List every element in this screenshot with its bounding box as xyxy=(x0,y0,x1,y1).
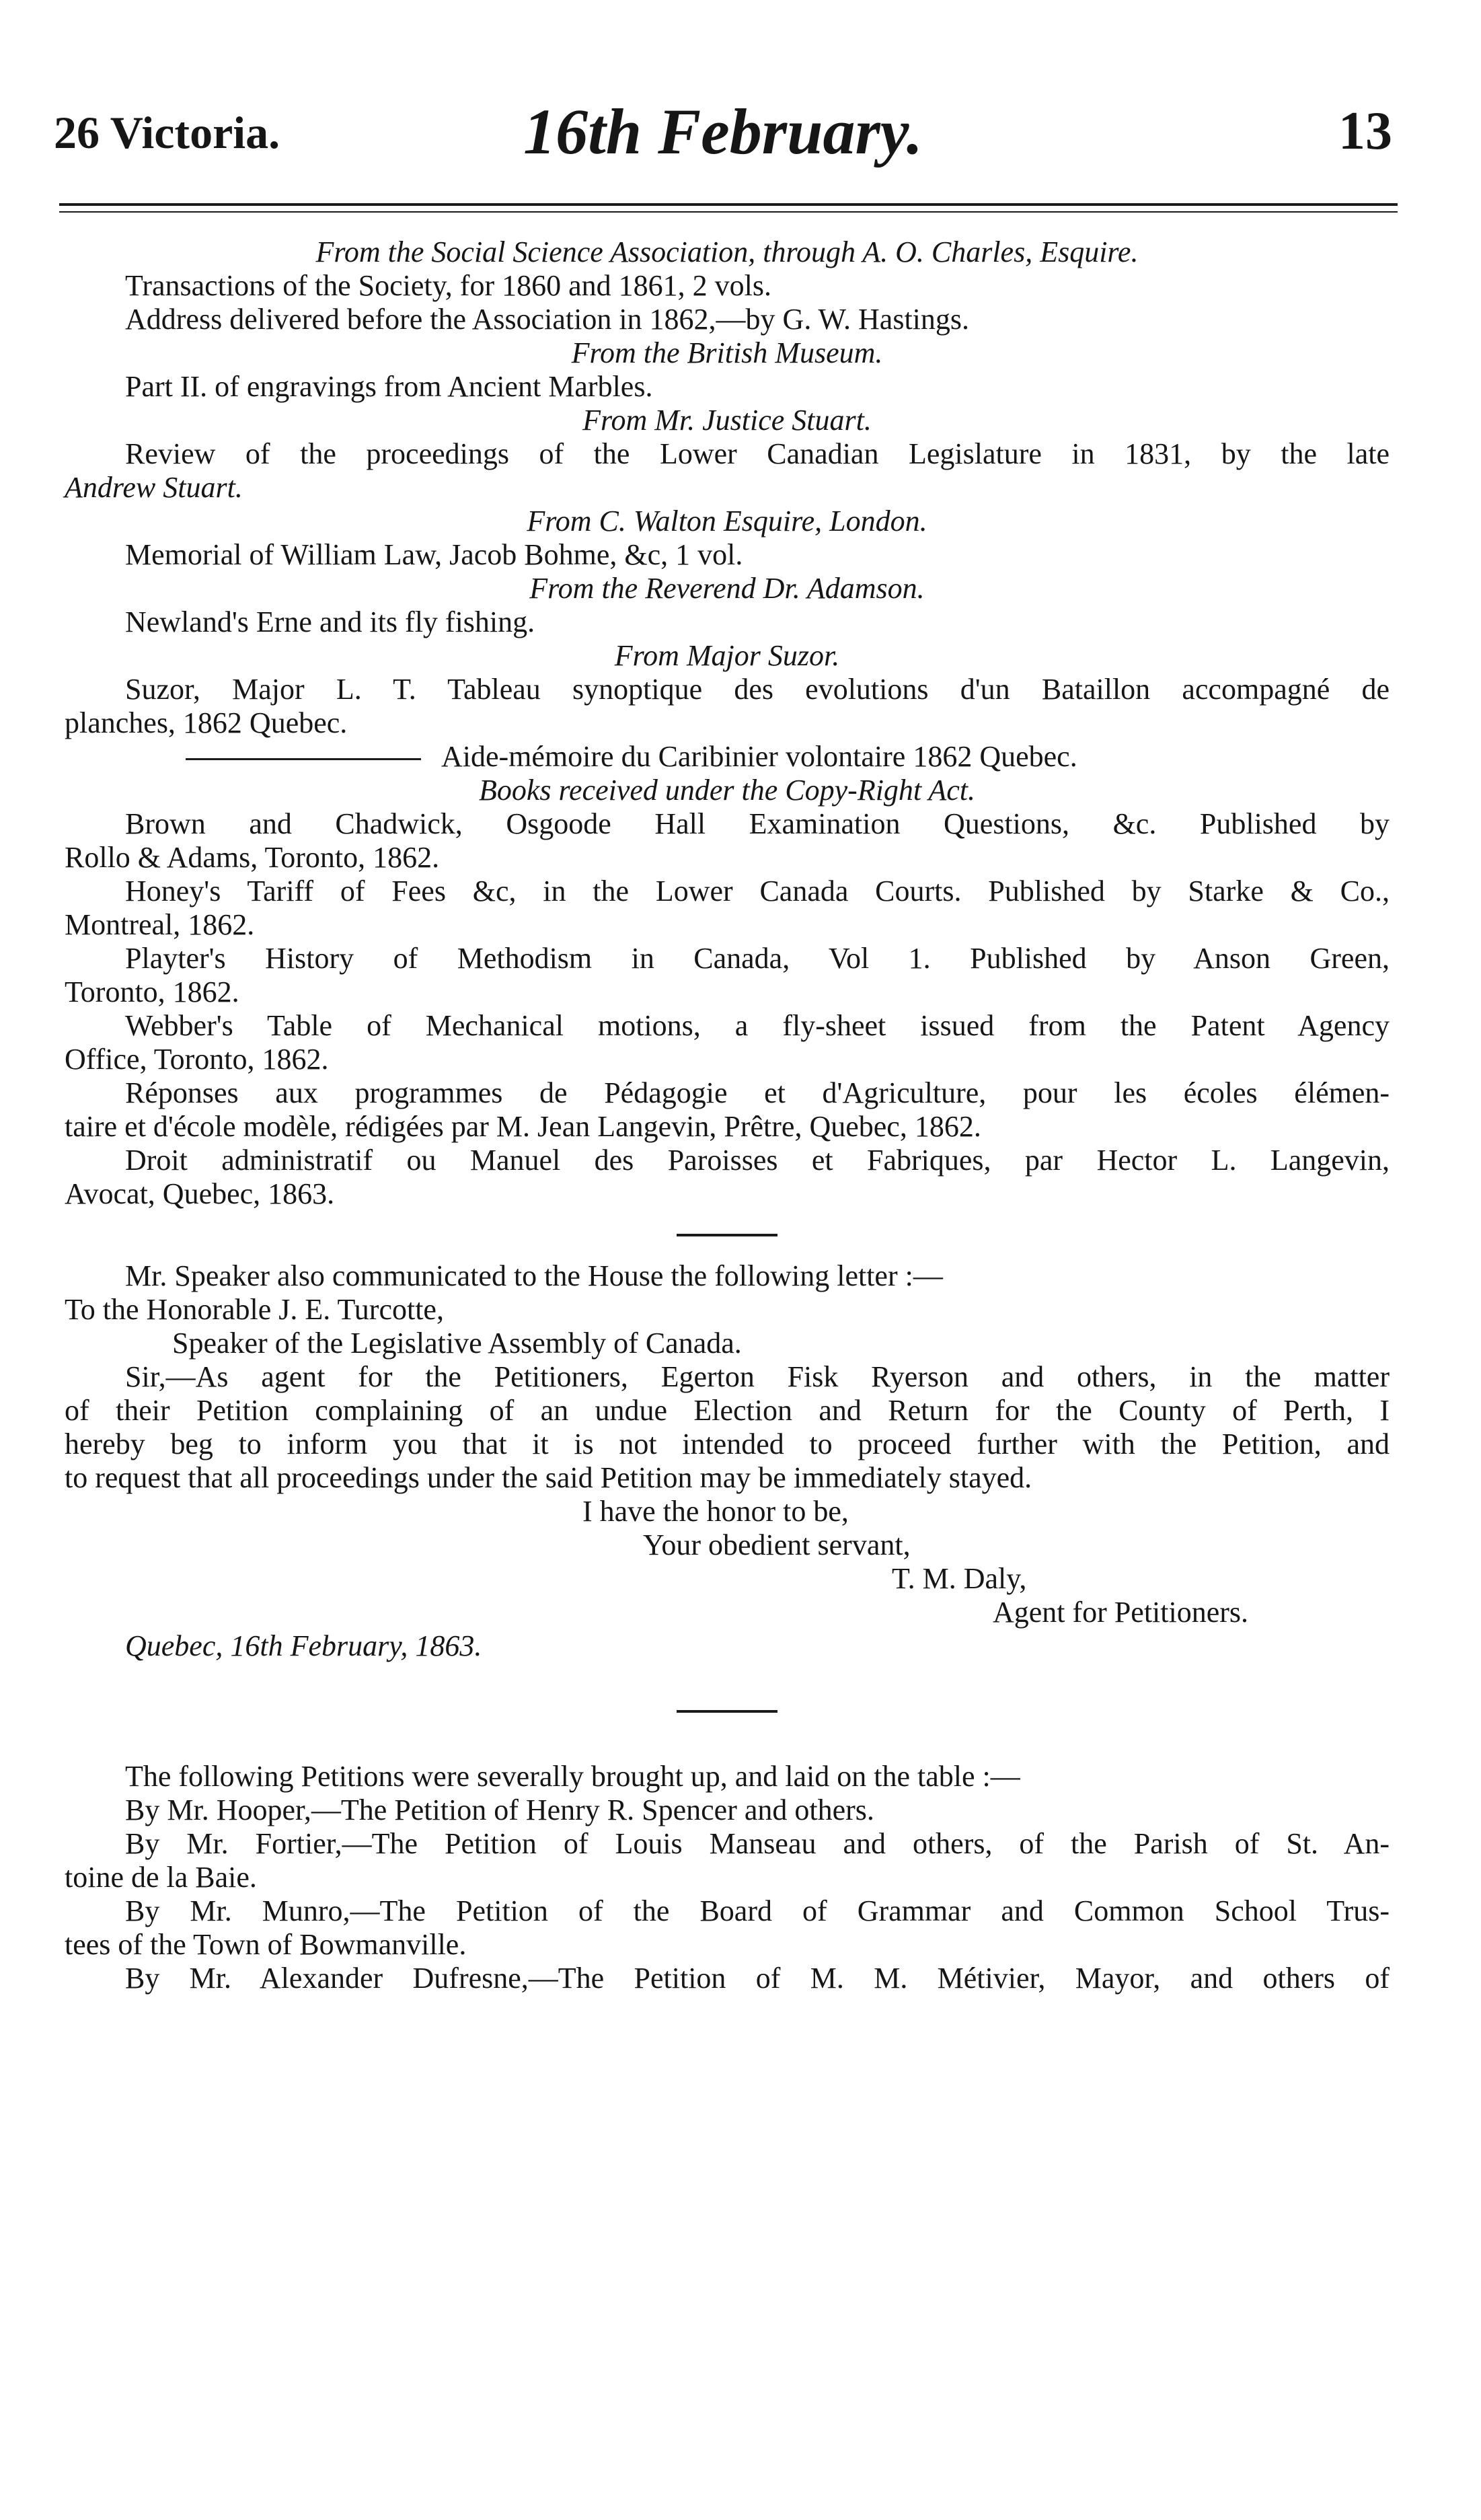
donation-item-cont: Andrew Stuart. xyxy=(65,471,243,504)
petition-entry-cont: toine de la Baie. xyxy=(65,1861,257,1894)
header-left: 26 Victoria. xyxy=(54,107,280,158)
donation-source: From the Social Science Association, through A. O. Charles, Esquire. xyxy=(315,235,1139,268)
letter-title: Speaker of the Legislative Assembly of Canada. xyxy=(172,1327,742,1360)
copyright-heading: Books received under the Copy-Right Act. xyxy=(479,774,975,807)
letter-intro: Mr. Speaker also communicated to the House the following letter :— xyxy=(125,1259,943,1292)
letter-body-line: Sir,—As agent for the Petitioners, Egerton Fisk Ryerson and others, in the matter xyxy=(125,1360,1390,1393)
letter-closing: Your obedient servant, xyxy=(643,1528,911,1561)
petition-entry: By Mr. Munro,—The Petition of the Board of Grammar and Common School Trus- xyxy=(125,1894,1390,1927)
copyright-entry: Honey's Tariff of Fees &c, in the Lower Canada Courts. Published by Starke & Co., xyxy=(125,875,1390,907)
copyright-entry-cont: Toronto, 1862. xyxy=(65,975,239,1008)
donation-item: Review of the proceedings of the Lower Canadian Legislature in 1831, by the late xyxy=(125,437,1390,470)
copyright-entry: Droit administratif ou Manuel des Paroisses et Fabriques, par Hector L. Langevin, xyxy=(125,1144,1390,1177)
donation-item: Newland's Erne and its fly fishing. xyxy=(125,605,535,638)
page-header xyxy=(54,94,1392,182)
copyright-entry-cont: Office, Toronto, 1862. xyxy=(65,1043,329,1076)
petition-entry-cont: tees of the Town of Bowmanville. xyxy=(65,1928,467,1961)
header-date: 16th February. xyxy=(523,96,923,168)
petition-entry: By Mr. Fortier,—The Petition of Louis Manseau and others, of the Parish of St. An- xyxy=(125,1827,1390,1860)
letter-body-line: of their Petition complaining of an undue Election and Return for the County of Perth, I xyxy=(65,1394,1390,1427)
suzor-entry-2-text: Aide-mémoire du Caribinier volontaire 1862 Quebec. xyxy=(441,740,1077,773)
copyright-entry: Réponses aux programmes de Pédagogie et d'Agriculture, pour les écoles élémen- xyxy=(125,1076,1390,1109)
ditto-dash xyxy=(186,758,421,760)
copyright-entry: Playter's History of Methodism in Canada, Vol 1. Published by Anson Green, xyxy=(125,942,1390,975)
donation-item: Address delivered before the Association in 1862,—by G. W. Hastings. xyxy=(125,303,970,336)
donation-item: Transactions of the Society, for 1860 and 1861, 2 vols. xyxy=(125,269,771,302)
copyright-entry: Webber's Table of Mechanical motions, a fly-sheet issued from the Patent Agency xyxy=(125,1009,1390,1042)
suzor-entry-cont: planches, 1862 Quebec. xyxy=(65,706,348,739)
letter-role: Agent for Petitioners. xyxy=(993,1596,1249,1629)
copyright-entry-cont: Avocat, Quebec, 1863. xyxy=(65,1177,335,1210)
donation-source: From Mr. Justice Stuart. xyxy=(582,404,872,437)
page-body xyxy=(65,235,1390,1995)
letter-closing: I have the honor to be, xyxy=(582,1495,849,1528)
section-divider xyxy=(677,1234,777,1236)
suzor-entry: Suzor, Major L. T. Tableau synoptique des evolutions d'un Bataillon accompagné de xyxy=(125,673,1390,706)
copyright-entry-cont: Rollo & Adams, Toronto, 1862. xyxy=(65,841,440,874)
copyright-entry: Brown and Chadwick, Osgoode Hall Examination Questions, &c. Published by xyxy=(125,807,1390,840)
page-number: 13 xyxy=(1338,102,1392,161)
letter-body-line: to request that all proceedings under the said Petition may be immediately stayed. xyxy=(65,1461,1032,1494)
petitions-intro: The following Petitions were severally brought up, and laid on the table :— xyxy=(125,1760,1020,1793)
donation-source: From Major Suzor. xyxy=(614,639,840,672)
header-rule xyxy=(59,203,1398,213)
donation-source: From C. Walton Esquire, London. xyxy=(527,505,927,538)
donation-source: From the British Museum. xyxy=(571,336,883,369)
petition-entry: By Mr. Alexander Dufresne,—The Petition of M. M. Métivier, Mayor, and others of xyxy=(125,1962,1390,1995)
copyright-entry-cont: taire et d'école modèle, rédigées par M. Jean Langevin, Prêtre, Quebec, 1862. xyxy=(65,1110,981,1143)
petition-entry: By Mr. Hooper,—The Petition of Henry R. Spencer and others. xyxy=(125,1793,874,1826)
donation-source: From the Reverend Dr. Adamson. xyxy=(529,572,925,605)
donation-item: Memorial of William Law, Jacob Bohme, &c, 1 vol. xyxy=(125,538,743,571)
section-divider xyxy=(677,1710,777,1713)
suzor-entry-2 xyxy=(65,740,1390,774)
letter-to: To the Honorable J. E. Turcotte, xyxy=(65,1293,444,1326)
donation-item: Part II. of engravings from Ancient Marbles. xyxy=(125,370,653,403)
letter-signature: T. M. Daly, xyxy=(892,1562,1027,1595)
copyright-entry-cont: Montreal, 1862. xyxy=(65,908,255,941)
letter-body-line: hereby beg to inform you that it is not intended to proceed further with the Petition, and xyxy=(65,1428,1390,1460)
letter-place-date: Quebec, 16th February, 1863. xyxy=(125,1629,482,1662)
